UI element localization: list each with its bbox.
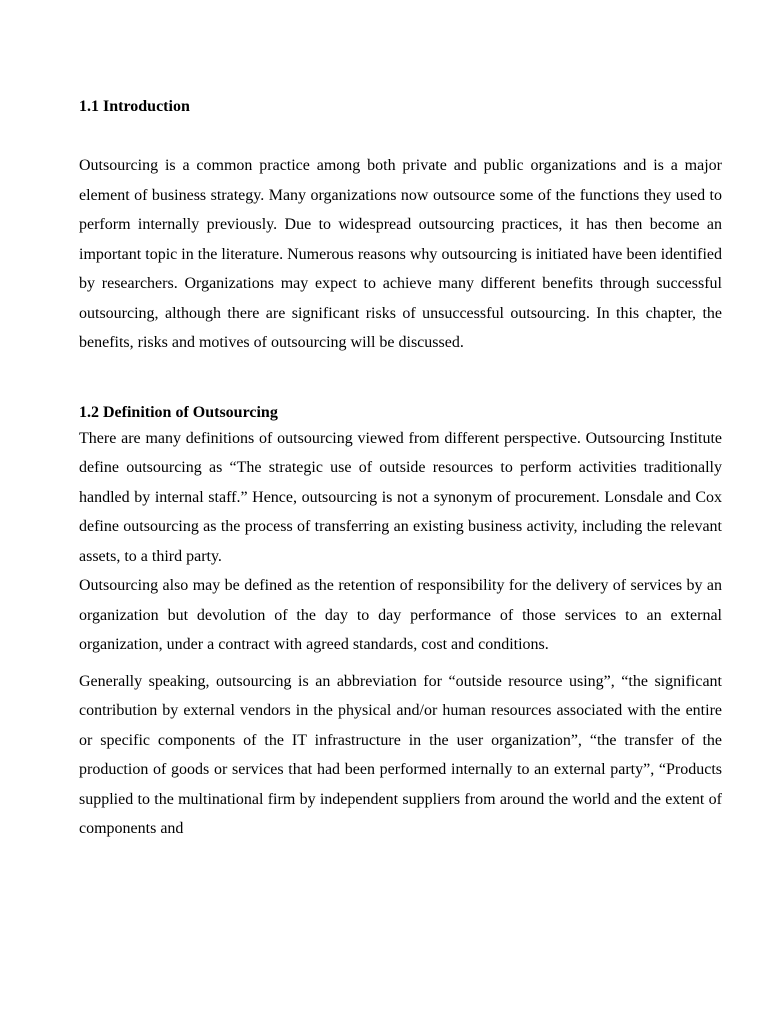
section-heading: 1.1 Introduction [79, 98, 190, 115]
section-heading: 1.2 Definition of Outsourcing [79, 403, 278, 421]
section-introduction [79, 96, 722, 358]
paragraph: Generally speaking, outsourcing is an abbreviation for “outside resource using”, “the significant contribution by external vendors in the physical and/or human resources associated with the entire or specific components of the IT infrastructure in the user organization”, “the transfer of the production of goods or services that had been performed internally to an external party”, “Products supplied to the multinational firm by independent suppliers from around the world and the extent of components and [79, 672, 722, 837]
paragraph: Outsourcing also may be defined as the retention of responsibility for the delivery of services by an organization but devolution of the day to day performance of those services to an external organization, under a contract with agreed standards, cost and conditions. [79, 577, 722, 653]
paragraph: There are many definitions of outsourcing viewed from different perspective. Outsourcing Institute define outsourcing as “The strategic use of outside resources to perform activities traditionally handled by internal staff.” Hence, outsourcing is not a synonym of procurement. Lonsdale and Cox define outsourcing as the process of transferring an existing business activity, including the relevant assets, to a third party. [79, 429, 722, 565]
paragraph: Outsourcing is a common practice among both private and public organizations and is a major element of business strategy. Many organizations now outsource some of the functions they used to perform internally previously. Due to widespread outsourcing practices, it has then become an important topic in the literature. Numerous reasons why outsourcing is initiated have been identified by researchers. Organizations may expect to achieve many different benefits through successful outsourcing, although there are significant risks of unsuccessful outsourcing. In this chapter, the benefits, risks and motives of outsourcing will be discussed. [79, 157, 722, 351]
document-content [79, 96, 722, 844]
section-definition [79, 402, 722, 844]
